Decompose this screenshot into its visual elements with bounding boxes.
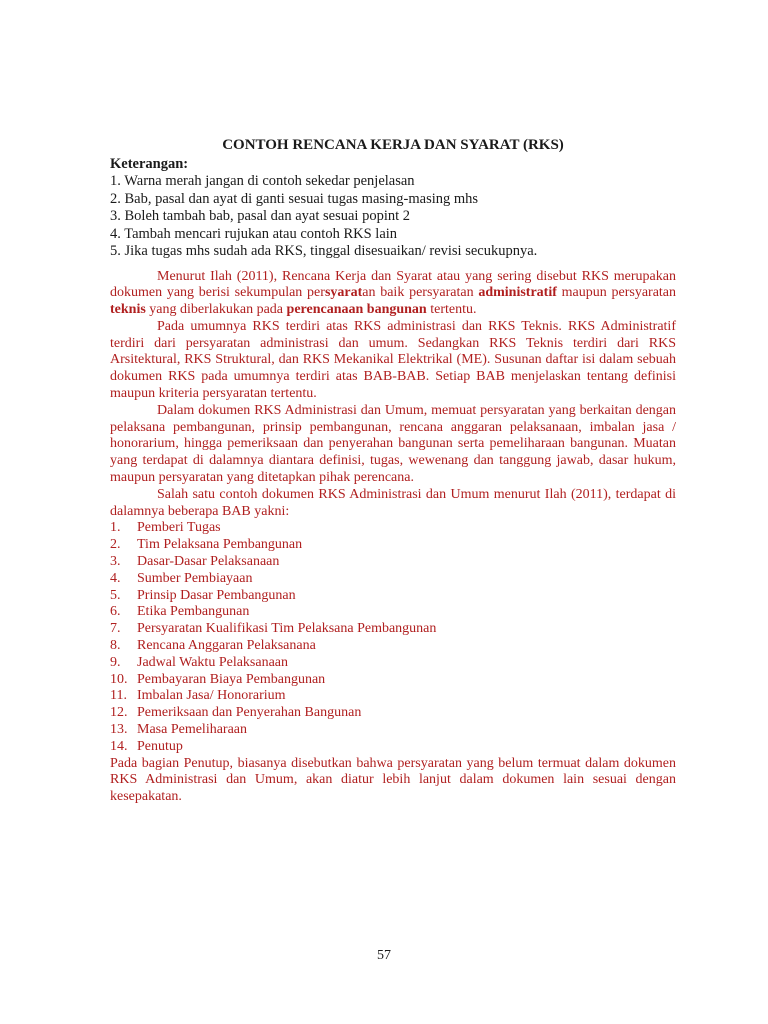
list-item-number: 8. — [110, 638, 121, 654]
note-item: 4. Tambah mencari rujukan atau contoh RKS lain — [110, 225, 398, 242]
page-number: 57 — [377, 948, 391, 963]
list-item-label: Rencana Anggaran Pelaksanana — [137, 638, 316, 654]
list-item — [110, 621, 676, 638]
list-item — [110, 739, 676, 756]
bab-list — [110, 520, 676, 755]
paragraph-bab-intro: Salah satu contoh dokumen RKS Administrasi dan Umum menurut Ilah (2011), terdapat di dalamnya beberapa BAB yakni: — [110, 486, 676, 519]
list-item-label: Dasar-Dasar Pelaksanaan — [137, 554, 280, 570]
paragraph-text: maupun persyaratan — [556, 285, 677, 301]
paragraph-rks-types: Pada umumnya RKS terdiri atas RKS administrasi dan RKS Teknis. RKS Administratif terdiri dari persyaratan administrasi dan umum. Sedangkan RKS Teknis terdiri dari RKS Arsitektural, RKS Struktural, dan RKS Mekanikal Elektrikal (ME). Susunan daftar isi dalam sebuah dokumen RKS pada umumnya terdiri atas BAB-BAB. Setiap BAB menjelaskan tentang definisi maupun kriteria persyaratan tertentu. — [110, 318, 676, 402]
list-item-number: 6. — [110, 604, 121, 620]
list-item — [110, 554, 676, 571]
paragraph-text: Menurut Ilah (2011), Rencana Kerja dan Syarat atau yang sering disebut RKS merupakan dokumen yang berisi sekumpulan per — [110, 268, 676, 301]
list-item-number: 4. — [110, 570, 121, 586]
list-item — [110, 672, 676, 689]
list-item-number: 2. — [110, 537, 121, 553]
highlight-term: administratif — [478, 285, 557, 301]
list-item-number: 9. — [110, 654, 121, 670]
paragraph-text: yang diberlakukan pada — [145, 302, 287, 318]
paragraph-rks-admin: Dalam dokumen RKS Administrasi dan Umum, memuat persyaratan yang berkaitan dengan pelaksana pembangunan, prinsip pembangunan, rencana anggaran pelaksanaan, imbalan jasa / honorarium, hingga pemeriksaan dan penyerahan bangunan serta pemeliharaan bangunan. Muatan yang terdapat di dalamnya diantara definisi, tugas, wewenang dan tanggung jawab, dasar hukum, maupun persyaratan yang ditetapkan pihak perencana. — [110, 402, 676, 486]
list-item-label: Imbalan Jasa/ Honorarium — [137, 688, 286, 704]
notes-list — [110, 173, 676, 261]
list-item-number: 5. — [110, 587, 121, 603]
list-item-label: Etika Pembangunan — [137, 604, 250, 620]
list-item-number: 7. — [110, 621, 121, 637]
list-item — [110, 604, 676, 621]
highlight-term: syarat — [324, 285, 363, 301]
list-item-label: Persyaratan Kualifikasi Tim Pelaksana Pembangunan — [137, 621, 437, 637]
notes-heading: Keterangan: — [110, 156, 189, 172]
paragraph-text: an baik persyaratan — [362, 285, 479, 301]
list-item-number: 3. — [110, 554, 121, 570]
paragraph-text: tertentu. — [426, 302, 477, 318]
list-item — [110, 638, 676, 655]
page-title: CONTOH RENCANA KERJA DAN SYARAT (RKS) — [222, 137, 564, 153]
list-item-number: 1. — [110, 520, 121, 536]
document-page — [110, 136, 676, 806]
note-item: 1. Warna merah jangan di contoh sekedar penjelasan — [110, 173, 415, 189]
highlight-term: teknis — [110, 302, 146, 318]
list-item — [110, 537, 676, 554]
list-item-label: Tim Pelaksana Pembangunan — [137, 537, 303, 553]
list-item-label: Pemeriksaan dan Penyerahan Bangunan — [137, 705, 362, 721]
list-item-label: Penutup — [137, 738, 183, 754]
list-item-label: Pemberi Tugas — [137, 520, 221, 536]
paragraph-definition — [110, 269, 676, 319]
list-item-label: Prinsip Dasar Pembangunan — [137, 587, 296, 603]
list-item-label: Sumber Pembiayaan — [137, 570, 253, 586]
paragraph-closing: Pada bagian Penutup, biasanya disebutkan bahwa persyaratan yang belum termuat dalam dokumen RKS Administrasi dan Umum, akan diatur lebih lanjut dalam dokumen lain sesuai dengan kesepakatan. — [110, 755, 676, 805]
list-item-number: 11. — [110, 688, 127, 704]
list-item — [110, 588, 676, 605]
list-item-label: Masa Pemeliharaan — [137, 722, 248, 738]
list-item — [110, 655, 676, 672]
list-item — [110, 722, 676, 739]
highlight-term: perencanaan bangunan — [286, 302, 427, 318]
list-item — [110, 688, 676, 705]
list-item — [110, 571, 676, 588]
list-item — [110, 520, 676, 537]
list-item-number: 14. — [110, 738, 128, 754]
list-item-number: 12. — [110, 705, 128, 721]
note-item: 5. Jika tugas mhs sudah ada RKS, tinggal disesuaikan/ revisi secukupnya. — [110, 243, 538, 259]
list-item-number: 13. — [110, 722, 128, 738]
note-item: 3. Boleh tambah bab, pasal dan ayat sesuai popint 2 — [110, 208, 410, 224]
note-item: 2. Bab, pasal dan ayat di ganti sesuai tugas masing-masing mhs — [110, 190, 479, 207]
list-item — [110, 705, 676, 722]
list-item-label: Jadwal Waktu Pelaksanaan — [137, 654, 289, 670]
list-item-label: Pembayaran Biaya Pembangunan — [137, 671, 326, 687]
list-item-number: 10. — [110, 671, 128, 687]
